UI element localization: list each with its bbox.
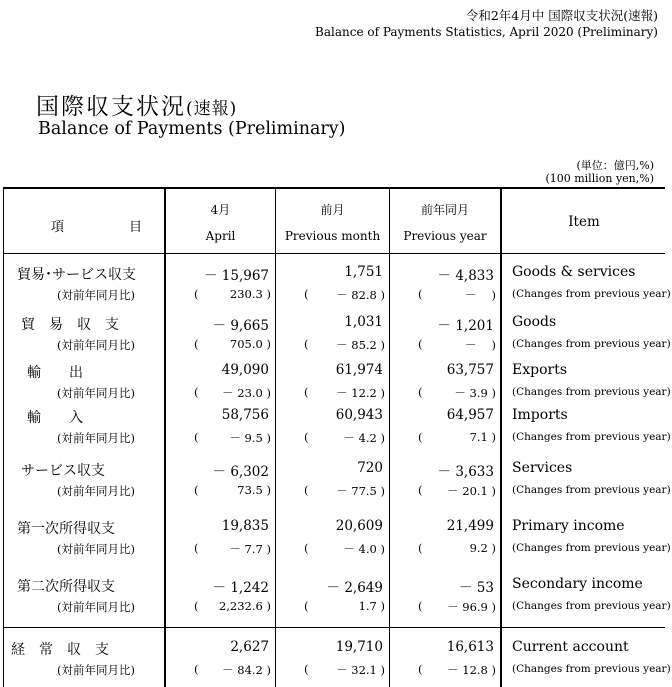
header-prev-year-jp: 前年同月 [420, 203, 469, 217]
title-jp-paren: (速報) [186, 99, 238, 119]
title-jp-main: 国際収支状況 [36, 94, 186, 120]
row-open-paren: ( [194, 287, 199, 301]
row-change-pct: － 32.1 ) [336, 663, 385, 677]
header-item-en: Item [568, 214, 600, 230]
row-value: 21,499 [446, 518, 494, 534]
row-change-pct: － 96.9 ) [447, 600, 496, 614]
row-sublabel-en: (Changes from previous year) [512, 600, 671, 612]
row-label-en: Goods & services [512, 264, 636, 280]
row-sublabel-en: (Changes from previous year) [512, 288, 671, 300]
row-value: － 3,633 [437, 464, 494, 480]
row-change-pct: － ) [464, 338, 496, 352]
row-sublabel-en: (Changes from previous year) [512, 386, 671, 398]
row-open-paren: ( [304, 541, 309, 555]
row-value: 720 [357, 460, 383, 476]
row-open-paren: ( [194, 337, 199, 351]
row-open-paren: ( [304, 483, 309, 497]
row-value: － 2,649 [326, 580, 383, 596]
row-change-pct: － 7.7 ) [229, 542, 271, 556]
col-divider-4 [500, 187, 502, 687]
row-value: 1,031 [344, 314, 383, 330]
row-open-paren: ( [304, 385, 309, 399]
header-prev-month-jp: 前月 [320, 203, 345, 217]
row-open-paren: ( [194, 483, 199, 497]
row-open-paren: ( [418, 599, 423, 613]
row-change-pct: 1.7 ) [358, 599, 385, 613]
row-value: 20,609 [335, 518, 383, 534]
row-value: 64,957 [446, 407, 494, 423]
row-sublabel-jp: (対前年同月比) [57, 288, 135, 302]
row-sublabel-jp: (対前年同月比) [57, 484, 135, 498]
row-change-pct: － 4.2 ) [343, 431, 385, 445]
row-label-en: Current account [512, 639, 629, 655]
unit-jp: (単位：億円,%) [576, 159, 654, 172]
row-value: 61,974 [335, 362, 383, 378]
row-label-jp: 輸 入 [27, 410, 83, 426]
row-open-paren: ( [304, 430, 309, 444]
row-label-jp: 第二次所得収支 [17, 579, 115, 595]
row-open-paren: ( [418, 541, 423, 555]
row-value: 19,835 [221, 518, 269, 534]
row-change-pct: － 82.8 ) [336, 288, 385, 302]
header-en: Balance of Payments Statistics, April 2020 (Preliminary) [315, 25, 658, 39]
row-label-jp: 貿易･サービス収支 [17, 267, 136, 283]
row-sublabel-jp: (対前年同月比) [57, 431, 135, 445]
row-change-pct: － 84.2 ) [222, 663, 271, 677]
row-label-en: Services [512, 460, 573, 476]
row-open-paren: ( [418, 662, 423, 676]
row-value: － 15,967 [203, 268, 269, 284]
bop-table [3, 187, 671, 687]
row-value: － 9,665 [212, 318, 269, 334]
row-change-pct: 7.1 ) [469, 430, 496, 444]
row-change-pct: － 20.1 ) [447, 484, 496, 498]
row-change-pct: － 12.2 ) [336, 386, 385, 400]
row-value: － 1,242 [212, 580, 269, 596]
row-open-paren: ( [418, 385, 423, 399]
row-value: 1,751 [344, 264, 383, 280]
row-change-pct: － 9.5 ) [229, 431, 271, 445]
row-label-en: Goods [512, 314, 557, 330]
row-label-en: Secondary income [512, 576, 643, 592]
row-change-pct: － 85.2 ) [336, 338, 385, 352]
row-label-en: Imports [512, 407, 568, 423]
row-open-paren: ( [194, 430, 199, 444]
row-sublabel-jp: (対前年同月比) [57, 338, 135, 352]
row-value: 2,627 [230, 639, 269, 655]
header-april-en: April [205, 229, 236, 243]
row-open-paren: ( [418, 337, 423, 351]
row-label-jp: 第一次所得収支 [17, 521, 115, 537]
header-jp: 令和2年4月中 国際収支状況(速報) [465, 8, 658, 23]
unit-en: (100 million yen,%) [545, 172, 654, 185]
row-change-pct: － 12.8 ) [447, 663, 496, 677]
row-change-pct: － 77.5 ) [336, 484, 385, 498]
current-account-separator [3, 627, 665, 628]
row-value: － 1,201 [437, 318, 494, 334]
header-prev-year-en: Previous year [403, 229, 487, 243]
row-value: 63,757 [446, 362, 494, 378]
row-sublabel-jp: (対前年同月比) [57, 386, 135, 400]
row-open-paren: ( [418, 483, 423, 497]
row-change-pct: 230.3 ) [229, 287, 271, 301]
row-change-pct: － ) [464, 288, 496, 302]
row-value: 60,943 [335, 407, 383, 423]
row-sublabel-en: (Changes from previous year) [512, 484, 671, 496]
row-open-paren: ( [194, 385, 199, 399]
table-left-border [3, 187, 4, 687]
row-value: 49,090 [221, 362, 269, 378]
header-april-jp: 4月 [210, 203, 231, 217]
row-sublabel-en: (Changes from previous year) [512, 542, 671, 554]
row-open-paren: ( [194, 662, 199, 676]
row-sublabel-jp: (対前年同月比) [57, 542, 135, 556]
page-title-jp [36, 88, 237, 121]
row-label-jp: 貿 易 収 支 [21, 317, 119, 333]
row-open-paren: ( [304, 337, 309, 351]
row-label-en: Exports [512, 362, 568, 378]
row-sublabel-en: (Changes from previous year) [512, 663, 671, 675]
row-open-paren: ( [194, 541, 199, 555]
row-sublabel-jp: (対前年同月比) [57, 663, 135, 677]
row-value: － 4,833 [437, 268, 494, 284]
row-change-pct: － 4.0 ) [343, 542, 385, 556]
row-change-pct: － 23.0 ) [222, 386, 271, 400]
row-value: 19,710 [335, 639, 383, 655]
row-change-pct: 705.0 ) [229, 337, 271, 351]
row-open-paren: ( [418, 430, 423, 444]
row-change-pct: 2,232.6 ) [218, 599, 271, 613]
row-sublabel-jp: (対前年同月比) [57, 600, 135, 614]
row-sublabel-en: (Changes from previous year) [512, 338, 671, 350]
page-title-en: Balance of Payments (Preliminary) [38, 119, 346, 139]
row-open-paren: ( [194, 599, 199, 613]
row-label-jp: サービス収支 [21, 463, 105, 479]
row-value: 58,756 [221, 407, 269, 423]
row-sublabel-en: (Changes from previous year) [512, 431, 671, 443]
header-item-jp: 項 目 [51, 220, 169, 235]
row-open-paren: ( [418, 287, 423, 301]
header-bottom-border [3, 253, 665, 254]
row-value: － 53 [459, 580, 494, 596]
row-open-paren: ( [304, 287, 309, 301]
header-prev-month-en: Previous month [284, 229, 381, 243]
row-open-paren: ( [304, 662, 309, 676]
row-value: 16,613 [446, 639, 494, 655]
row-open-paren: ( [304, 599, 309, 613]
row-label-jp: 輸 出 [27, 365, 83, 381]
row-change-pct: 9.2 ) [469, 541, 496, 555]
table-top-border [3, 187, 665, 189]
row-change-pct: － 3.9 ) [454, 386, 496, 400]
row-change-pct: 73.5 ) [237, 483, 271, 497]
row-label-jp: 経 常 収 支 [11, 642, 109, 658]
row-value: － 6,302 [212, 464, 269, 480]
row-label-en: Primary income [512, 518, 625, 534]
